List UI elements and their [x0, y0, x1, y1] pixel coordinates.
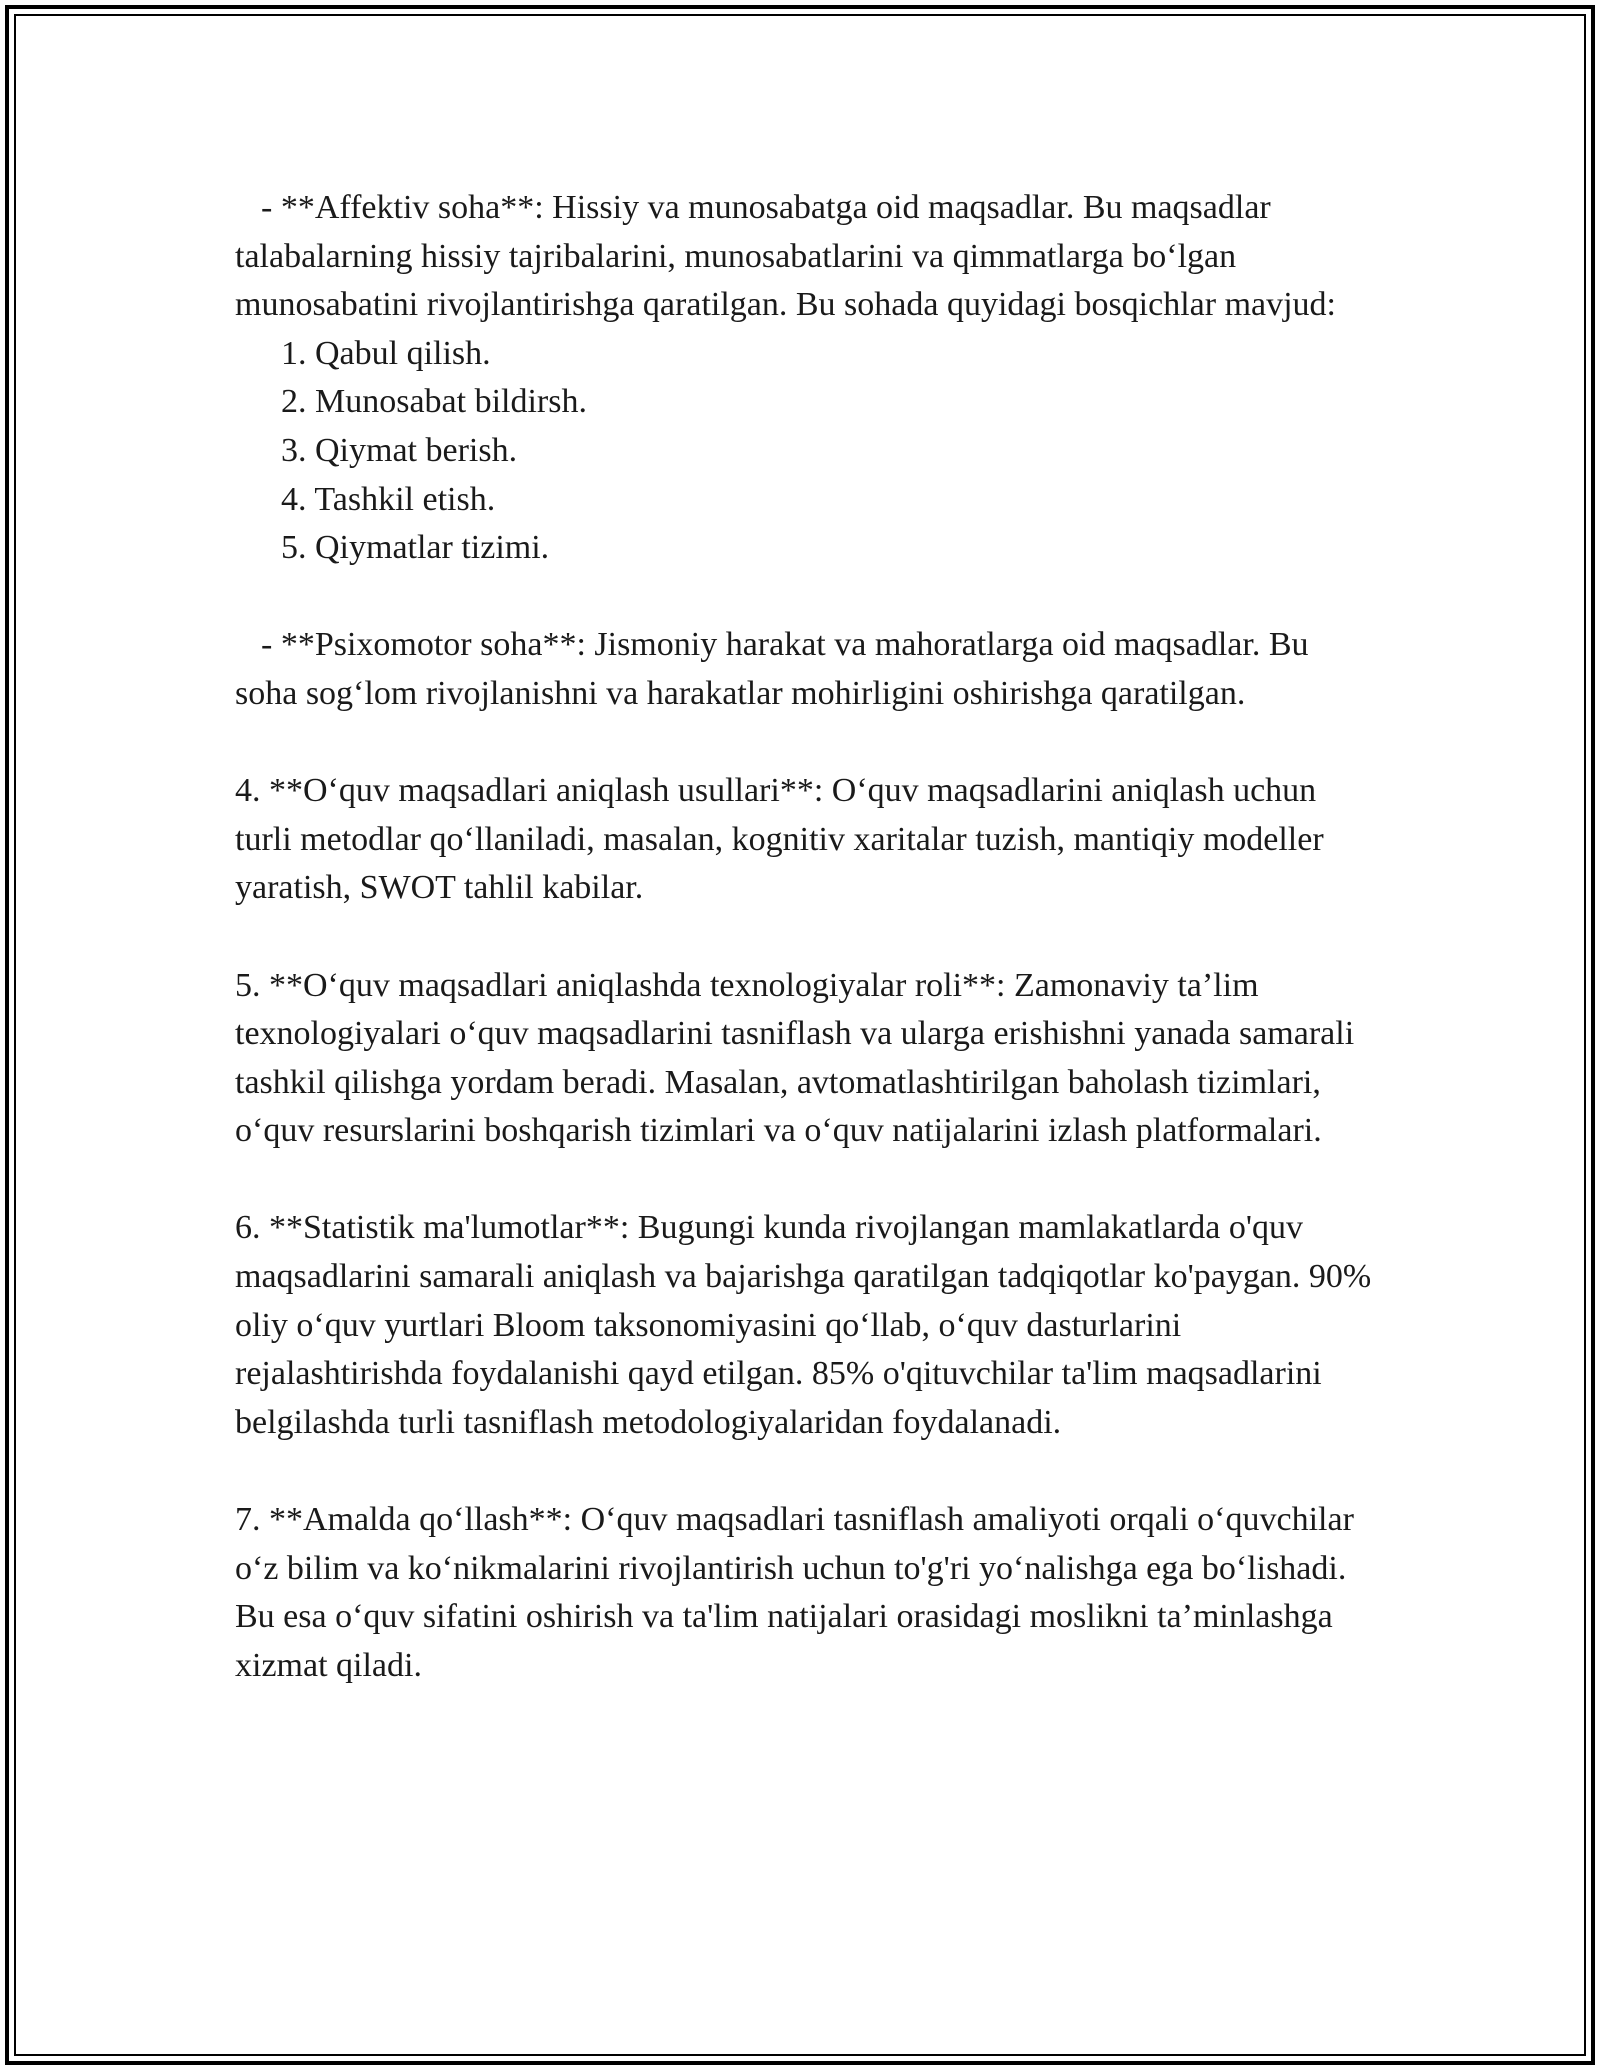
- paragraph-5: 5. **O‘quv maqsadlari aniqlashda texnologiyalar roli**: Zamonaviy ta’lim texnologiyalari o‘quv maqsadlarini tasniflash va ularga erishishni yanada samarali tashkil qilishga yordam beradi. Masalan, avtomatlashtirilgan baholash tizimlari, o‘quv resurslarini boshqarish tizimlari va o‘quv natijalarini izlash platformalari.: [235, 966, 1355, 1150]
- paragraph-4: 4. **O‘quv maqsadlari aniqlash usullari**: O‘quv maqsadlarini aniqlash uchun turli metodlar qo‘llaniladi, masalan, kognitiv xaritalar tuzish, mantiqiy modeller yaratish, SWOT tahlil kabilar.: [235, 772, 1324, 907]
- list-item: 5. Qiymatlar tizimi.: [281, 529, 550, 567]
- paragraph-7: 7. **Amalda qo‘llash**: O‘quv maqsadlari tasniflash amaliyoti orqali o‘quvchilar o‘z bilim va ko‘nikmalarini rivojlantirish uchun to'g'ri yo‘nalishga ega bo‘lishadi. Bu esa o‘quv sifatini oshirish va ta'lim natijalari orasidagi moslikni ta’minlashga xizmat qiladi.: [235, 1501, 1354, 1684]
- paragraph-6: 6. **Statistik ma'lumotlar**: Bugungi kunda rivojlangan mamlakatlarda o'quv maqsadlarini samarali aniqlash va bajarishga qaratilgan tadqiqotlar ko'paygan. 90% oliy o‘quv yurtlari Bloom taksonomiyasini qo‘llab, o‘quv dasturlarini rejalashtirishda foydalanishi qayd etilgan. 85% o'qituvchilar ta'lim maqsadlarini belgilashda turli tasniflash metodologiyalaridan foydalanadi.: [235, 1209, 1372, 1441]
- list-item: 3. Qiymat berish.: [281, 431, 518, 469]
- document-body: [235, 184, 1375, 1690]
- list-item: 1. Qabul qilish.: [281, 334, 491, 372]
- affektiv-paragraph: - **Affektiv soha**: Hissiy va munosabatga oid maqsadlar. Bu maqsadlar talabalarning hissiy tajribalarini, munosabatlarini va qimmatlarga bo‘lgan munosabatini rivojlantirishga qaratilgan. Bu sohada quyidagi bosqichlar mavjud:: [235, 189, 1336, 324]
- psixomotor-paragraph: - **Psixomotor soha**: Jismoniy harakat va mahoratlarga oid maqsadlar. Bu soha sog‘lom rivojlanishni va harakatlar mohirligini oshirishga qaratilgan.: [235, 626, 1309, 712]
- list-item: 4. Tashkil etish.: [281, 480, 496, 518]
- affektiv-stages-list: [235, 330, 1375, 573]
- list-item: 2. Munosabat bildirsh.: [281, 383, 587, 421]
